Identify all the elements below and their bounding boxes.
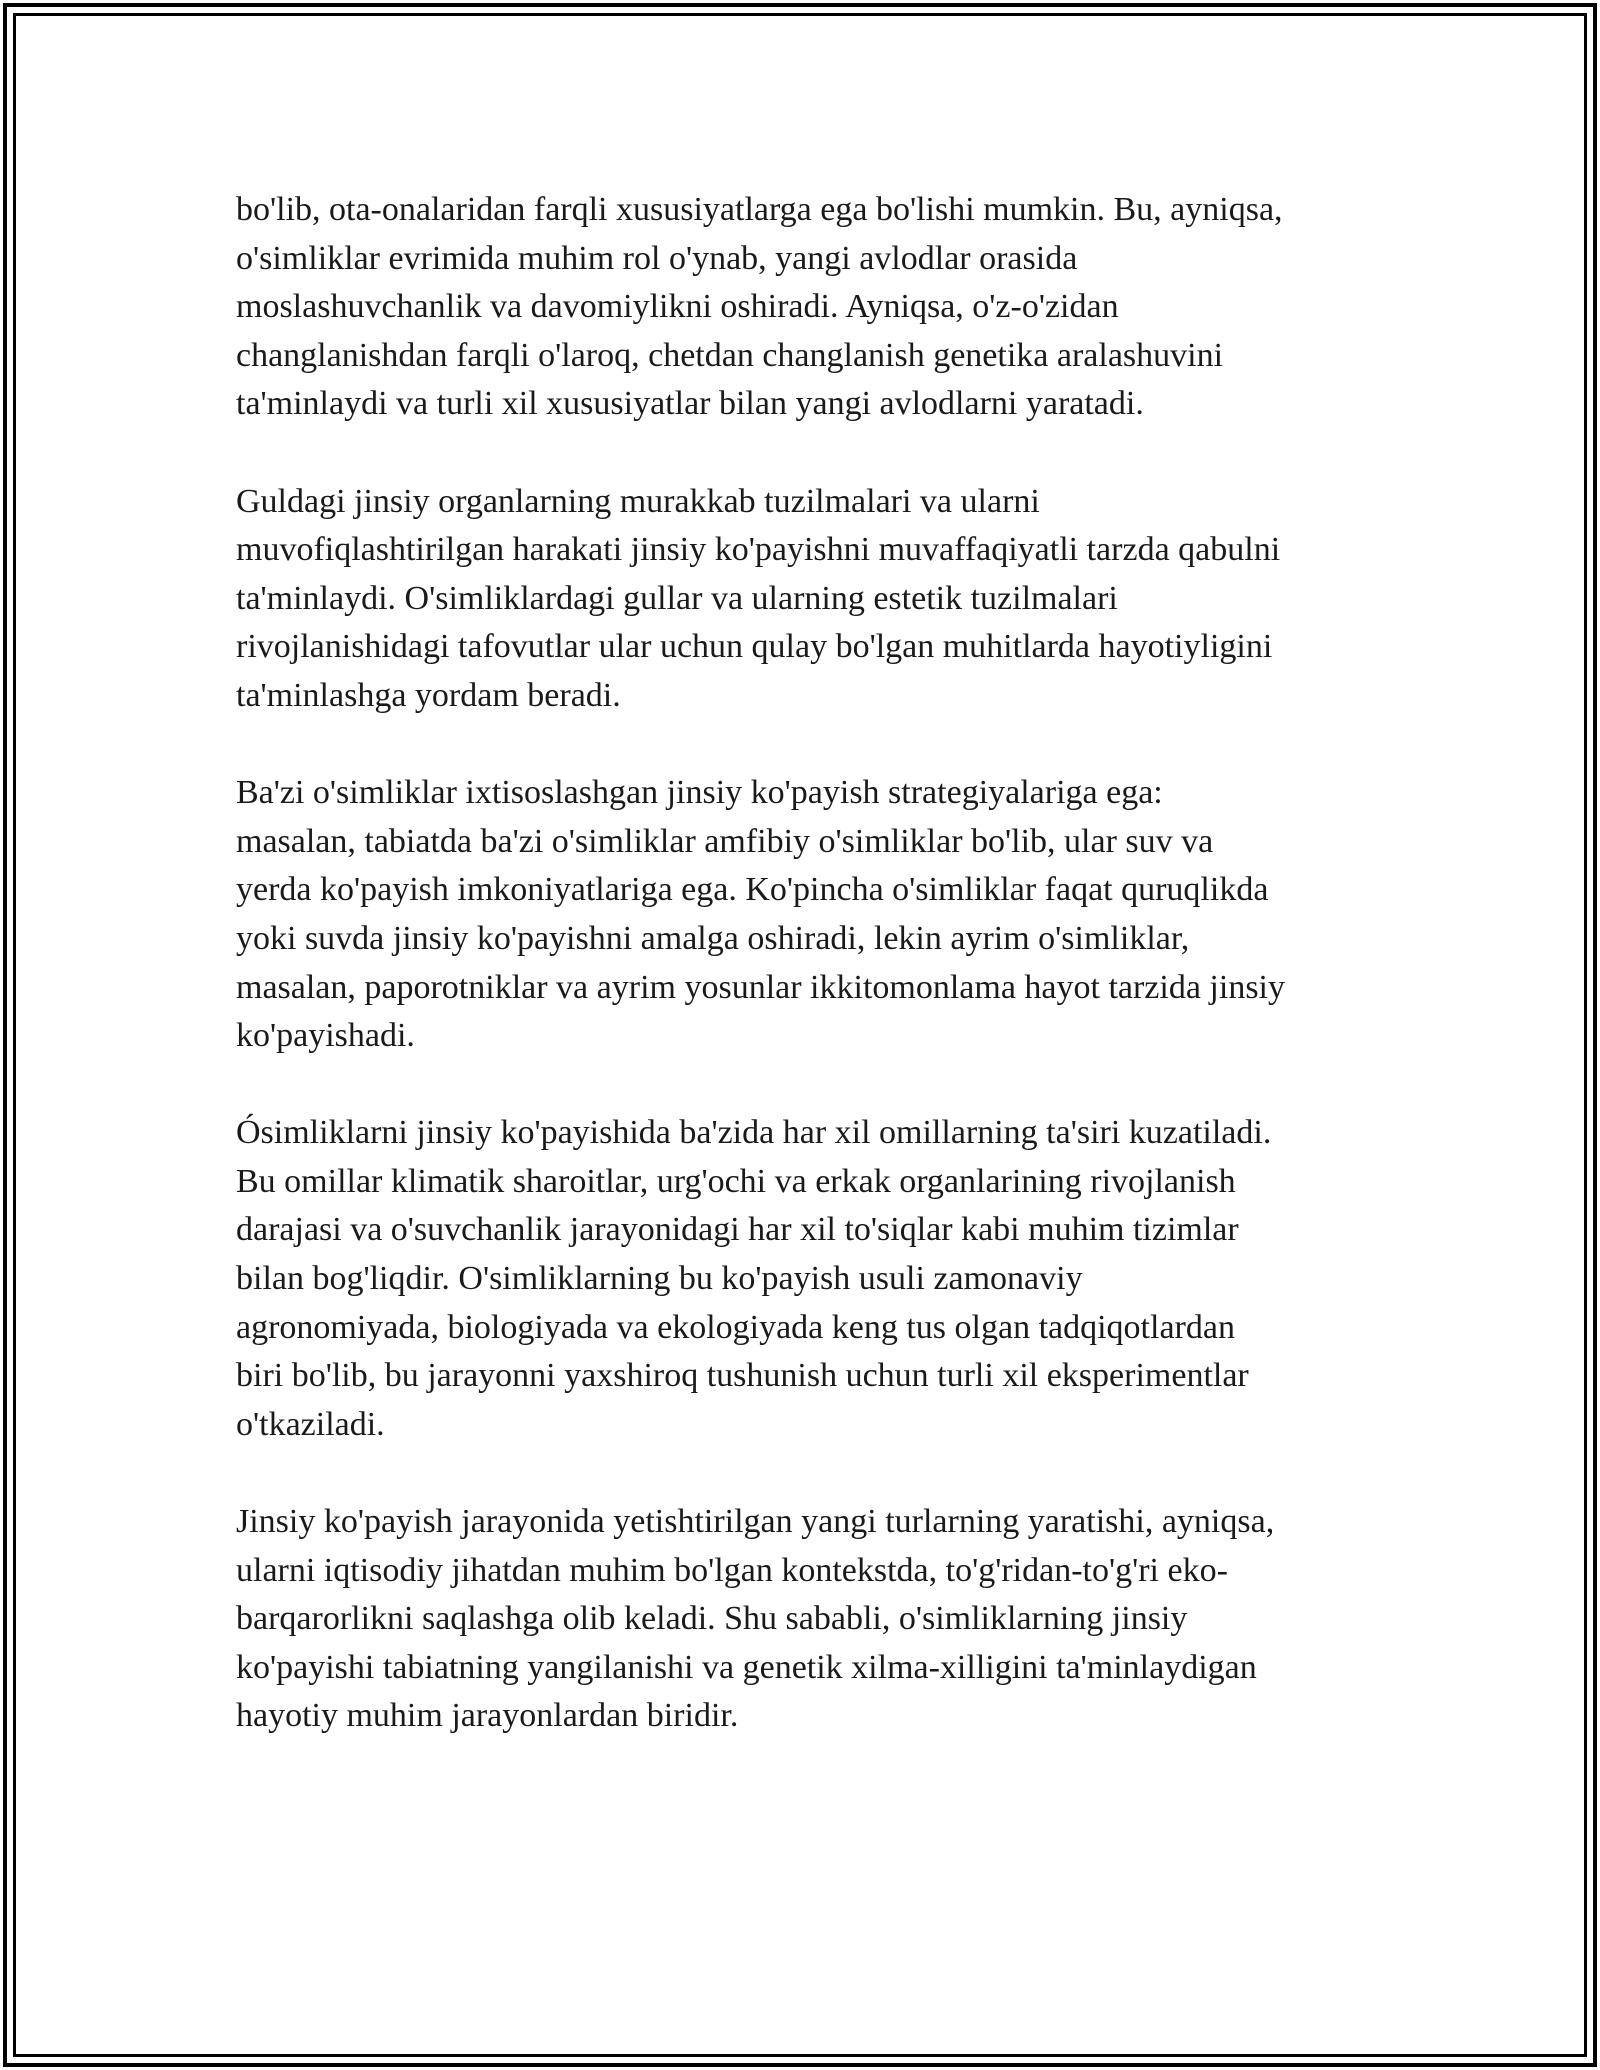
paragraph-3: Ba'zi o'simliklar ixtisoslashgan jinsiy ko'payish strategiyalariga ega: masalan, tabiatda ba'zi o'simliklar amfibiy o'simliklar bo'lib, ular suv va yerda ko'payish imkoniyatlariga ega. Ko'pincha o'simliklar faqat quruqlikda yoki suvda jinsiy ko'payishni amalga oshiradi, lekin ayrim o'simliklar, masalan, paporotniklar va ayrim yosunlar ikkitomonlama hayot tarzida jinsiy ko'payishadi. xyxy=(236,774,1286,1055)
paragraph-1: bo'lib, ota-onalaridan farqli xususiyatlarga ega bo'lishi mumkin. Bu, ayniqsa, o'simliklar evrimida muhim rol o'ynab, yangi avlodlar orasida moslashuvchanlik va davomiylikni oshiradi. Ayniqsa, o'z-o'zidan changlanishdan farqli o'laroq, chetdan changlanish genetika aralashuvini ta'minlaydi va turli xil xususiyatlar bilan yangi avlodlarni yaratadi. xyxy=(236,191,1283,423)
paragraph-5: Jinsiy ko'payish jarayonida yetishtirilgan yangi turlarning yaratishi, ayniqsa, ularni iqtisodiy jihatdan muhim bo'lgan kontekstda, to'g'ridan-to'g'ri eko- barqarorlikni saqlashga olib keladi. Shu sababli, o'simliklarning jinsiy ko'payishi tabiatning yangilanishi va genetik xilma-xilligini ta'minlaydigan hayotiy muhim jarayonlardan biridir. xyxy=(236,1503,1275,1735)
paragraph-2: Guldagi jinsiy organlarning murakkab tuzilmalari va ularni muvofiqlashtirilgan harakati jinsiy ko'payishni muvaffaqiyatli tarzda qabulni ta'minlaydi. O'simliklardagi gullar va ularning estetik tuzilmalari rivojlanishidagi tafovutlar ular uchun qulay bo'lgan muhitlarda hayotiyligini ta'minlashga yordam beradi. xyxy=(236,482,1281,714)
paragraph-4: Ósimliklarni jinsiy ko'payishida ba'zida har xil omillarning ta'siri kuzatiladi. Bu omillar klimatik sharoitlar, urg'ochi va erkak organlarining rivojlanish darajasi va o'suvchanlik jarayonidagi har xil to'siqlar kabi muhim tizimlar bilan bog'liqdir. O'simliklarning bu ko'payish usuli zamonaviy agronomiyada, biologiyada va ekologiyada keng tus olgan tadqiqotlardan biri bo'lib, bu jarayonni yaxshiroq tushunish uchun turli xil eksperimentlar o'tkaziladi. xyxy=(236,1114,1272,1443)
document-body xyxy=(236,186,1376,1790)
